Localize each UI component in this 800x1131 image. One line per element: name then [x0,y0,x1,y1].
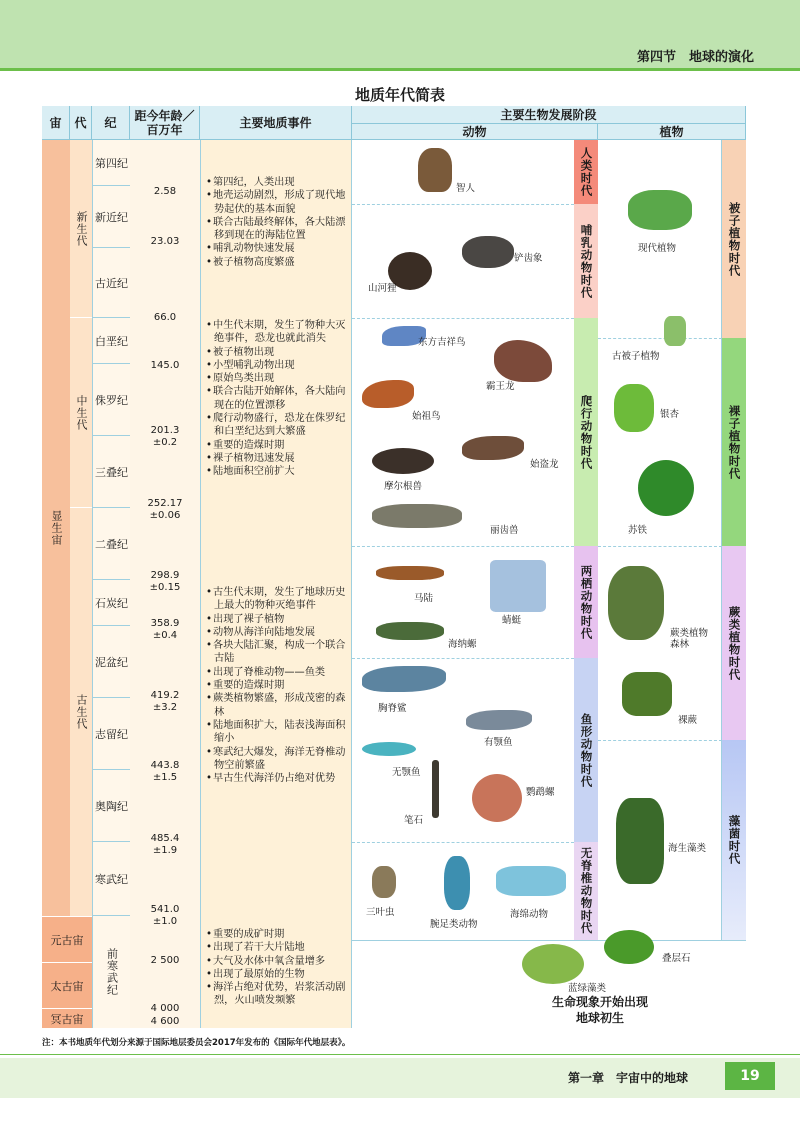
era-paleozoic [70,508,92,916]
animal-label: 山河狸 [368,283,397,294]
events-column [200,140,352,1028]
divider [352,658,574,659]
age-value: 2 500 [150,955,180,966]
origin-line: 生命现象开始出现 [551,995,648,1009]
eon-hadean: 冥古宙 [42,1008,92,1028]
divider [598,546,722,547]
animal-label: 无颚鱼 [392,767,421,778]
stage-fern [722,546,746,740]
stage-gymnosperm [722,338,746,546]
millipede-image [376,566,444,580]
animal-label: 始盗龙 [530,459,559,470]
era-label: 前寒武纪 [105,948,119,996]
brachiopod-image [444,856,470,910]
trilobite-image [372,866,396,898]
graptolite-image [432,760,439,818]
animal-label: 霸王龙 [486,381,515,392]
stage-label: 哺乳动物时代 [579,223,594,299]
age-value: 4 000 [150,1003,180,1014]
period-neogene: 新近纪 [92,186,130,248]
divider [352,546,574,547]
age-value: 541.0 ±1.0 [150,904,180,927]
age-value: 419.2 ±3.2 [150,690,180,713]
animal-label: 东方吉祥鸟 [418,337,466,348]
stage-fish [574,658,598,842]
event-item: • 早古生代海洋仍占绝对优势 [206,772,346,785]
animal-label: 海纳螈 [448,639,477,650]
stage-label: 鱼形动物时代 [579,712,594,788]
homo-sapiens-image [418,148,452,192]
psilophyte-image [622,672,672,716]
stage-amphibian [574,546,598,658]
animal-label: 腕足类动物 [430,919,478,930]
age-value: 145.0 [150,360,180,371]
stage-algae [722,740,746,940]
plant-label: 古被子植物 [612,351,660,362]
eon-phanerozoic [42,140,70,916]
event-item: • 被子植物高度繁盛 [206,256,346,269]
divider [598,338,722,339]
stage-label: 藻菌时代 [727,815,742,865]
header-bio: 主要生物发展阶段 [352,106,746,124]
header-events: 主要地质事件 [200,106,352,140]
footer-divider [0,1054,800,1055]
eon-proterozoic: 元古宙 [42,916,92,962]
stage-label: 人类时代 [579,147,594,197]
event-item: • 中生代末期，发生了物种大灭绝事件，恐龙也就此消失 [206,319,346,346]
event-item: • 重要的造煤时期 [206,439,346,452]
era-label: 古生代 [75,694,88,730]
events-precambrian [200,928,352,1008]
events-cenozoic [200,176,352,269]
event-item: • 被子植物出现 [206,346,346,359]
event-item: • 联合古陆开始解体，各大陆向现在的位置漂移 [206,385,346,412]
stage-label: 裸子植物时代 [727,404,742,480]
divider [352,318,574,319]
event-item: • 蕨类植物繁盛，形成茂密的森林 [206,692,346,719]
divider [352,204,574,205]
animal-label: 三叶虫 [366,907,395,918]
age-value: 443.8 ±1.5 [150,760,180,783]
age-value: 358.9 ±0.4 [150,618,180,641]
event-item: • 爬行动物盛行，恐龙在侏罗纪和白垩纪达到大繁盛 [206,412,346,439]
plant-label: 银杏 [660,409,680,420]
age-value: 23.03 [150,236,180,247]
stage-label: 爬行动物时代 [579,394,594,470]
event-item: • 陆地面积空前扩大 [206,465,346,478]
period-permian: 二叠纪 [92,508,130,580]
event-item: • 出现了最原始的生物 [206,968,346,981]
footnote: 注：本书地质年代划分来源于国际地层委员会2017年发布的《国际年代地层表》。 [42,1038,351,1048]
header-eon: 宙 [42,106,70,140]
animal-label: 胸脊鲨 [378,703,407,714]
era-cenozoic [70,140,92,318]
divider [598,740,722,741]
event-item: • 出现了若干大片陆地 [206,941,346,954]
plant-label: 蕨类植物森林 [670,628,709,650]
event-item: • 重要的成矿时期 [206,928,346,941]
banner-divider [0,68,800,71]
plant-label: 苏铁 [628,525,648,536]
stage-human [574,140,598,204]
early-angiosperm-image [664,316,686,346]
stage-mammal [574,204,598,318]
stage-reptile [574,318,598,546]
period-silurian: 志留纪 [92,698,130,770]
animal-label: 海绵动物 [510,909,549,920]
header-age: 距今年龄／百万年 [130,106,200,140]
animal-label: 始祖鸟 [412,411,441,422]
sea-algae-image [616,798,664,884]
event-item: • 古生代末期，发生了地球历史上最大的物种灭绝事件 [206,586,346,613]
stage-label: 无脊椎动物时代 [579,847,594,935]
plant-label: 裸蕨 [678,715,698,726]
age-value: 201.3 ±0.2 [150,425,180,448]
event-item: • 各块大陆汇聚，构成一个联合古陆 [206,639,346,666]
animal-label: 铲齿象 [514,253,543,264]
stage-label: 两栖动物时代 [579,564,594,640]
era-label: 中生代 [75,394,88,431]
animal-label: 叠层石 [662,953,691,964]
age-value: 485.4 ±1.9 [150,833,180,856]
eoraptor-image [462,436,524,460]
animal-label: 智人 [456,183,476,194]
period-cambrian: 寒武纪 [92,842,130,916]
animal-label: 笔石 [404,815,424,826]
nautilus-image [472,774,522,822]
period-ordovician: 奥陶纪 [92,770,130,842]
eon-archean: 太古宙 [42,962,92,1008]
animal-label: 鹦鹉螺 [526,787,555,798]
modern-plant-image [628,190,692,230]
origin-line: 地球初生 [575,1011,624,1025]
age-value: 66.0 [153,312,177,323]
period-cretaceous: 白垩纪 [92,318,130,364]
page-number: 19 [725,1062,775,1090]
animal-label: 有颚鱼 [484,737,513,748]
age-value: 4 600 [150,1016,180,1027]
animal-label: 蓝绿藻类 [568,983,607,994]
events-paleozoic [200,586,352,785]
shark-image [362,666,446,692]
cycad-image [638,460,694,516]
animal-label: 丽齿兽 [490,525,519,536]
jawless-fish-image [362,742,416,756]
stromatolite-image [604,930,654,964]
archaeopteryx-image [362,380,414,408]
events-mesozoic [200,319,352,479]
age-value: 2.58 [153,186,177,197]
stage-label: 蕨类植物时代 [727,605,742,681]
dragonfly-image [490,560,546,612]
era-precambrian [92,916,130,1028]
event-item: • 地壳运动剧烈，形成了现代地势起伏的基本面貌 [206,189,346,216]
chapter-title: 第一章 宇宙中的地球 [567,1071,688,1085]
morganucodon-image [372,448,434,474]
animal-label: 摩尔根兽 [384,481,423,492]
header-era: 代 [70,106,92,140]
table-title: 地质年代简表 [354,86,445,104]
period-devonian: 泥盆纪 [92,626,130,698]
event-item: • 大气及水体中氧含量增多 [206,955,346,968]
age-value: 298.9 ±0.15 [149,570,181,593]
age-value: 252.17 ±0.06 [147,498,183,521]
platybelodon-image [462,236,514,268]
period-triassic: 三叠纪 [92,436,130,508]
origin-text [500,994,700,1026]
plant-label: 海生藻类 [668,843,707,854]
jawed-fish-image [466,710,532,730]
event-item: • 重要的造煤时期 [206,679,346,692]
era-mesozoic [70,318,92,508]
gorgonopsid-image [372,504,462,528]
event-item: • 裸子植物迅速发展 [206,452,346,465]
event-item: • 寒武纪大爆发，海洋无脊椎动物空前繁盛 [206,746,346,773]
eon-label: 显生宙 [50,510,63,546]
event-item: • 联合古陆最终解体，各大陆漂移到现在的海陆位置 [206,216,346,243]
period-jurassic: 侏罗纪 [92,364,130,436]
period-paleogene: 古近纪 [92,248,130,318]
blue-green-algae-image [522,944,584,984]
fern-forest-image [608,566,664,640]
stage-label: 被子植物时代 [727,201,742,277]
event-item: • 陆地面积扩大，陆表浅海面积缩小 [206,719,346,746]
event-item: • 第四纪，人类出现 [206,176,346,189]
stage-angiosperm [722,140,746,338]
ginkgo-image [614,384,654,432]
event-item: • 哺乳动物快速发展 [206,242,346,255]
sponge-image [496,866,566,896]
event-item: • 海洋占绝对优势，岩浆活动剧烈，火山喷发频繁 [206,981,346,1008]
era-label: 新生代 [75,210,88,247]
event-item: • 出现了脊椎动物——鱼类 [206,666,346,679]
header-plants: 植物 [598,124,746,140]
divider [352,842,574,843]
stage-invertebrate [574,842,598,940]
plant-label: 现代植物 [638,243,677,254]
header-animals: 动物 [352,124,598,140]
amphibian-image [376,622,444,640]
event-item: • 出现了裸子植物 [206,613,346,626]
event-item: • 原始鸟类出现 [206,372,346,385]
period-quaternary: 第四纪 [92,140,130,186]
header-period: 纪 [92,106,130,140]
event-item: • 小型哺乳动物出现 [206,359,346,372]
animal-label: 马陆 [414,593,434,604]
period-carboniferous: 石炭纪 [92,580,130,626]
animal-label: 蜻蜓 [502,615,522,626]
section-title: 第四节 地球的演化 [636,50,754,65]
event-item: • 动物从海洋向陆地发展 [206,626,346,639]
